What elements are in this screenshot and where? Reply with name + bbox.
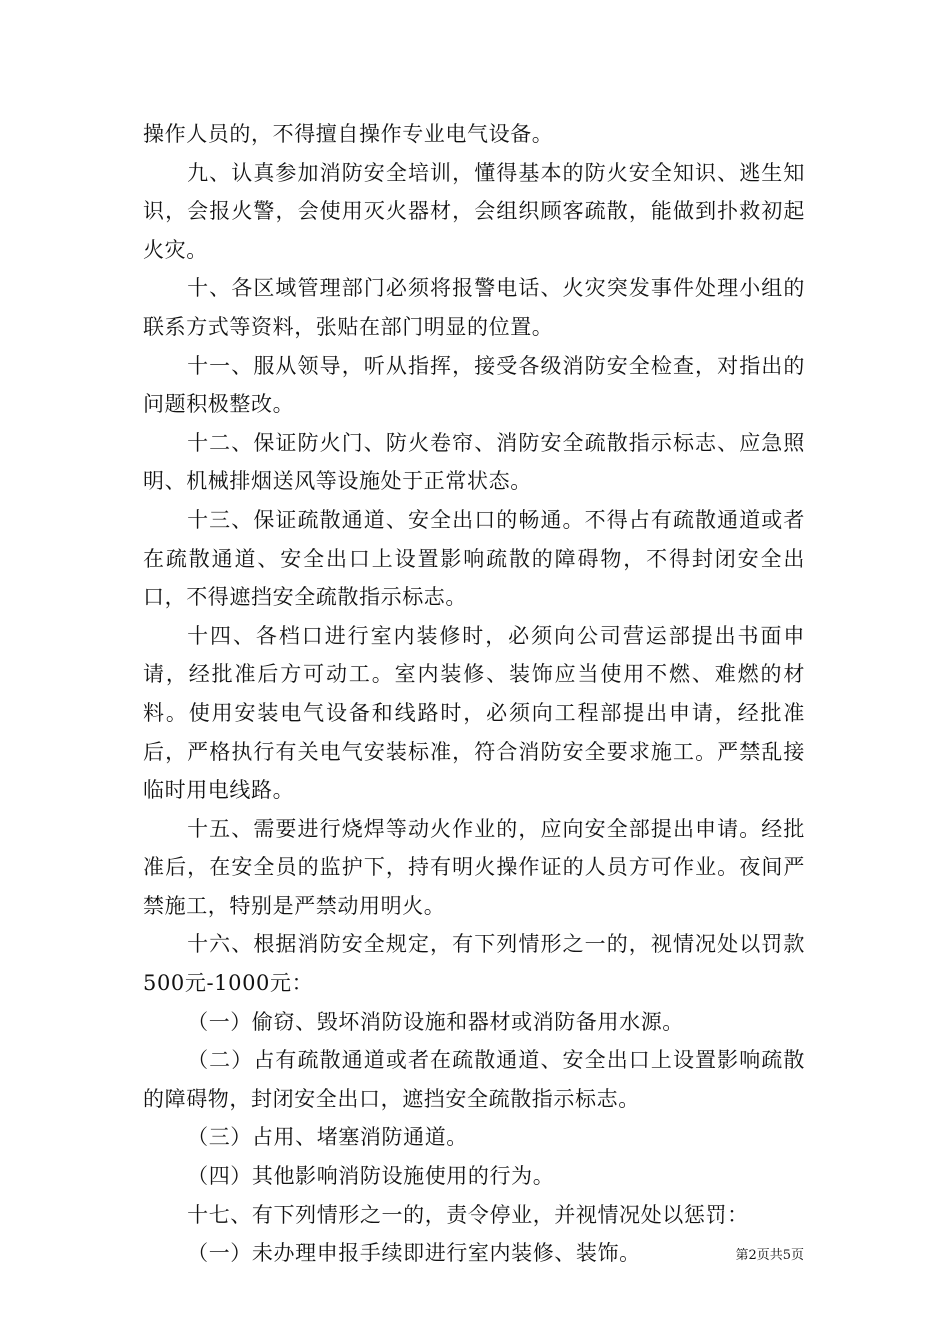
paragraph-item-16: 十六、根据消防安全规定，有下列情形之一的，视情况处以罚款500元-1000元： [143,932,805,996]
page-number-footer: 第2页共5页 [735,1248,804,1263]
paragraph-item-16-sub-2: （二）占有疏散通道或者在疏散通道、安全出口上设置影响疏散的障碍物，封闭安全出口，遮挡安全疏散指示标志。 [143,1048,805,1111]
paragraph-continuation: 操作人员的，不得擅自操作专业电气设备。 [143,122,554,146]
paragraph-item-16-sub-4: （四）其他影响消防设施使用的行为。 [187,1164,555,1189]
paragraph-item-10: 十、各区域管理部门必须将报警电话、火灾突发事件处理小组的联系方式等资料，张贴在部门明显的位置。 [143,276,805,339]
paragraph-item-16-sub-3: （三）占用、堵塞消防通道。 [187,1125,468,1150]
paragraph-item-15: 十五、需要进行烧焊等动火作业的，应向安全部提出申请。经批准后，在安全员的监护下，持有明火操作证的人员方可作业。夜间严禁施工，特别是严禁动用明火。 [143,816,805,918]
paragraph-item-17-sub-1: （一）未办理申报手续即进行室内装修、装饰。 [187,1241,641,1266]
document-body [143,115,805,1273]
paragraph-item-16-sub-1: （一）偷窃、毁坏消防设施和器材或消防备用水源。 [187,1009,684,1034]
paragraph-item-14: 十四、各档口进行室内装修时，必须向公司营运部提出书面申请，经批准后方可动工。室内装修、装饰应当使用不燃、难燃的材料。使用安装电气设备和线路时，必须向工程部提出申请，经批准后，严格执行有关电气安装标准，符合消防安全要求施工。严禁乱接临时用电线路。 [143,623,805,803]
paragraph-item-11: 十一、服从领导，听从指挥，接受各级消防安全检查，对指出的问题积极整改。 [143,353,805,417]
paragraph-item-13: 十三、保证疏散通道、安全出口的畅通。不得占有疏散通道或者在疏散通道、安全出口上设置影响疏散的障碍物，不得封闭安全出口，不得遮挡安全疏散指示标志。 [143,507,805,610]
paragraph-item-17: 十七、有下列情形之一的，责令停业，并视情况处以惩罚： [187,1202,749,1227]
paragraph-item-9: 九、认真参加消防安全培训，懂得基本的防火安全知识、逃生知识，会报火警，会使用灭火器材，会组织顾客疏散，能做到扑救初起火灾。 [143,160,805,262]
paragraph-item-12: 十二、保证防火门、防火卷帘、消防安全疏散指示标志、应急照明、机械排烟送风等设施处于正常状态。 [143,430,805,494]
